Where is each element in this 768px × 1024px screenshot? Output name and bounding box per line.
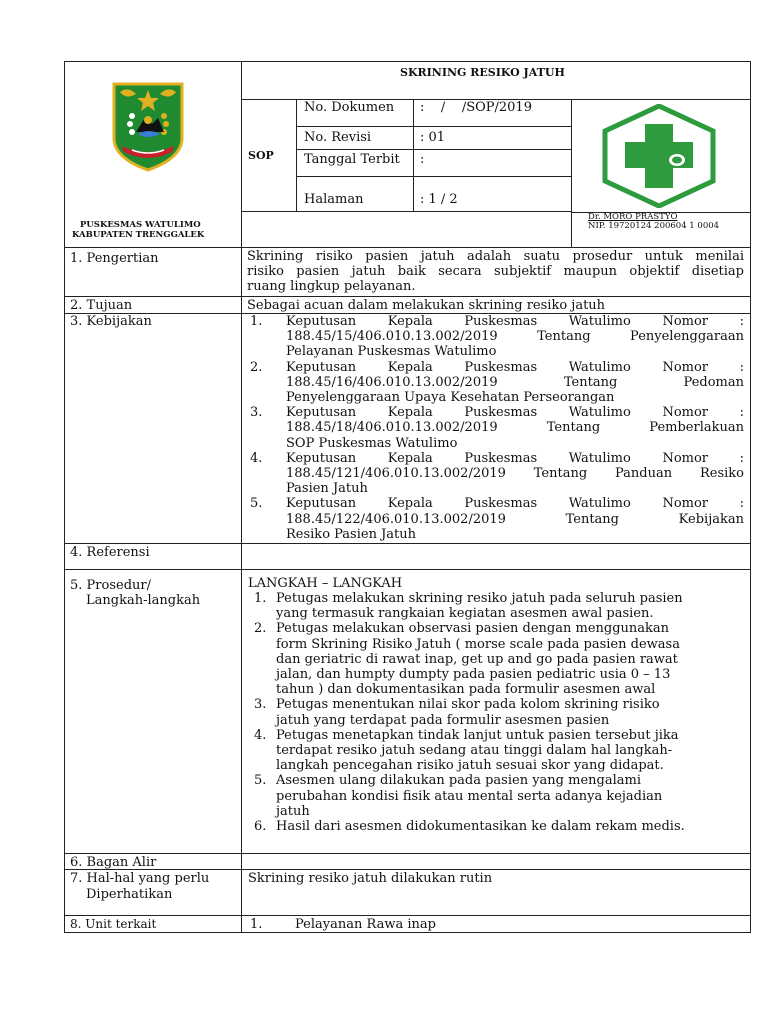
row-label-prosedur: 5. Prosedur/ xyxy=(70,578,151,593)
org-name-line2: KABUPATEN TRENGGALEK xyxy=(72,230,205,240)
row-label-referensi: 4. Referensi xyxy=(70,545,150,560)
field-value-no-dokumen: : / /SOP/2019 xyxy=(420,100,532,115)
sop-label: SOP xyxy=(248,149,274,162)
row-label-diperhatikan: Diperhatikan xyxy=(86,887,173,902)
field-value-no-revisi: : 01 xyxy=(420,130,446,145)
list-item: 4. Keputusan Kepala Puskesmas Watulimo Nomor : 188.45/121/406.010.13.002/2019 Tentang Panduan Resiko Pasien Jatuh xyxy=(250,450,744,497)
puskesmas-logo xyxy=(601,104,717,208)
row-label-pengertian: 1. Pengertian xyxy=(70,251,159,266)
trenggalek-regency-seal-icon xyxy=(108,80,188,172)
list-item: 6. Hasil dari asesmen didokumentasikan ke dalam rekam medis. xyxy=(254,819,685,835)
unit-terkait-number: 1. xyxy=(250,917,263,932)
field-label-no-dokumen: No. Dokumen xyxy=(304,100,395,115)
pengertian-text: Skrining risiko pasien jatuh adalah suatu prosedur untuk menilai risiko pasien jatuh baik secara subjektif maupun objektif disetiap ruang lingkup pelayanan. xyxy=(247,249,744,295)
field-value-halaman: : 1 / 2 xyxy=(420,192,458,207)
unit-terkait-text: Pelayanan Rawa inap xyxy=(295,917,436,932)
document-title: SKRINING RESIKO JATUH xyxy=(400,66,565,79)
hal-hal-text: Skrining resiko jatuh dilakukan rutin xyxy=(248,871,493,886)
list-item: 5. Keputusan Kepala Puskesmas Watulimo Nomor : 188.45/122/406.010.13.002/2019 Tentang Kebijakan Resiko Pasien Jatuh xyxy=(250,496,744,542)
regency-seal-logo xyxy=(108,80,188,172)
list-item: 4. Petugas menetapkan tindak lanjut untuk pasien tersebut jika terdapat resiko jatuh sedang atau tinggi dalam hal langkah- langkah pencegahan risiko jatuh sesuai skor yang didapat. xyxy=(254,727,679,774)
list-item: 1. Keputusan Kepala Puskesmas Watulimo Nomor : 188.45/15/406.010.13.002/2019 Tentang Penyelenggaraan Pelayanan Puskesmas Watulimo xyxy=(250,314,744,360)
row-label-tujuan: 2. Tujuan xyxy=(70,298,133,313)
org-name-line1: PUSKESMAS WATULIMO xyxy=(80,220,201,230)
field-value-tanggal-terbit: : xyxy=(420,152,425,167)
prosedur-heading: LANGKAH – LANGKAH xyxy=(248,576,403,591)
row-label-unit-terkait: 8. Unit terkait xyxy=(70,917,157,931)
list-item: 5. Asesmen ulang dilakukan pada pasien yang mengalami perubahan kondisi fisik atau mental serta adanya kejadian jatuh xyxy=(254,773,663,819)
list-item: 2. Petugas melakukan observasi pasien dengan menggunakan form Skrining Risiko Jatuh ( morse scale pada pasien dewasa dan geriatric di rawat inap, get up and go pada pasien rawat jalan, dan humpty dumpty pada pasien pediatric usia 0 – 13 tahun ) dan dokumentasikan pada formulir asesmen awal xyxy=(254,621,680,698)
signer-nip: NIP. 19720124 200604 1 0004 xyxy=(588,221,720,231)
prosedur-list xyxy=(254,591,744,834)
list-item: 3. Petugas menentukan nilai skor pada kolom skrining risiko jatuh yang terdapat pada formulir asesmen pasien xyxy=(254,697,660,728)
row-label-kebijakan: 3. Kebijakan xyxy=(70,314,152,329)
signer-name: Dr. MORO PRASTYO xyxy=(588,212,678,222)
row-label-hal-hal: 7. Hal-hal yang perlu xyxy=(70,871,210,886)
list-item: 1. Petugas melakukan skrining resiko jatuh pada seluruh pasien yang termasuk rangkaian kegiatan asesmen awal pasien. xyxy=(254,591,683,622)
field-label-tanggal-terbit: Tanggal Terbit xyxy=(304,152,400,167)
puskesmas-green-cross-icon xyxy=(601,104,717,208)
field-label-halaman: Halaman xyxy=(304,192,364,207)
kebijakan-list xyxy=(250,314,744,542)
list-item: 3. Keputusan Kepala Puskesmas Watulimo Nomor : 188.45/18/406.010.13.002/2019 Tentang Pemberlakuan SOP Puskesmas Watulimo xyxy=(250,405,744,451)
list-item: 2. Keputusan Kepala Puskesmas Watulimo Nomor : 188.45/16/406.010.13.002/2019 Tentang Pedoman Penyelenggaraan Upaya Kesehatan Perseorangan xyxy=(250,359,744,406)
row-label-langkah: Langkah-langkah xyxy=(86,593,201,608)
row-label-bagan-alir: 6. Bagan Alir xyxy=(70,855,157,870)
tujuan-text: Sebagai acuan dalam melakukan skrining resiko jatuh xyxy=(247,298,606,313)
field-label-no-revisi: No. Revisi xyxy=(304,130,372,145)
